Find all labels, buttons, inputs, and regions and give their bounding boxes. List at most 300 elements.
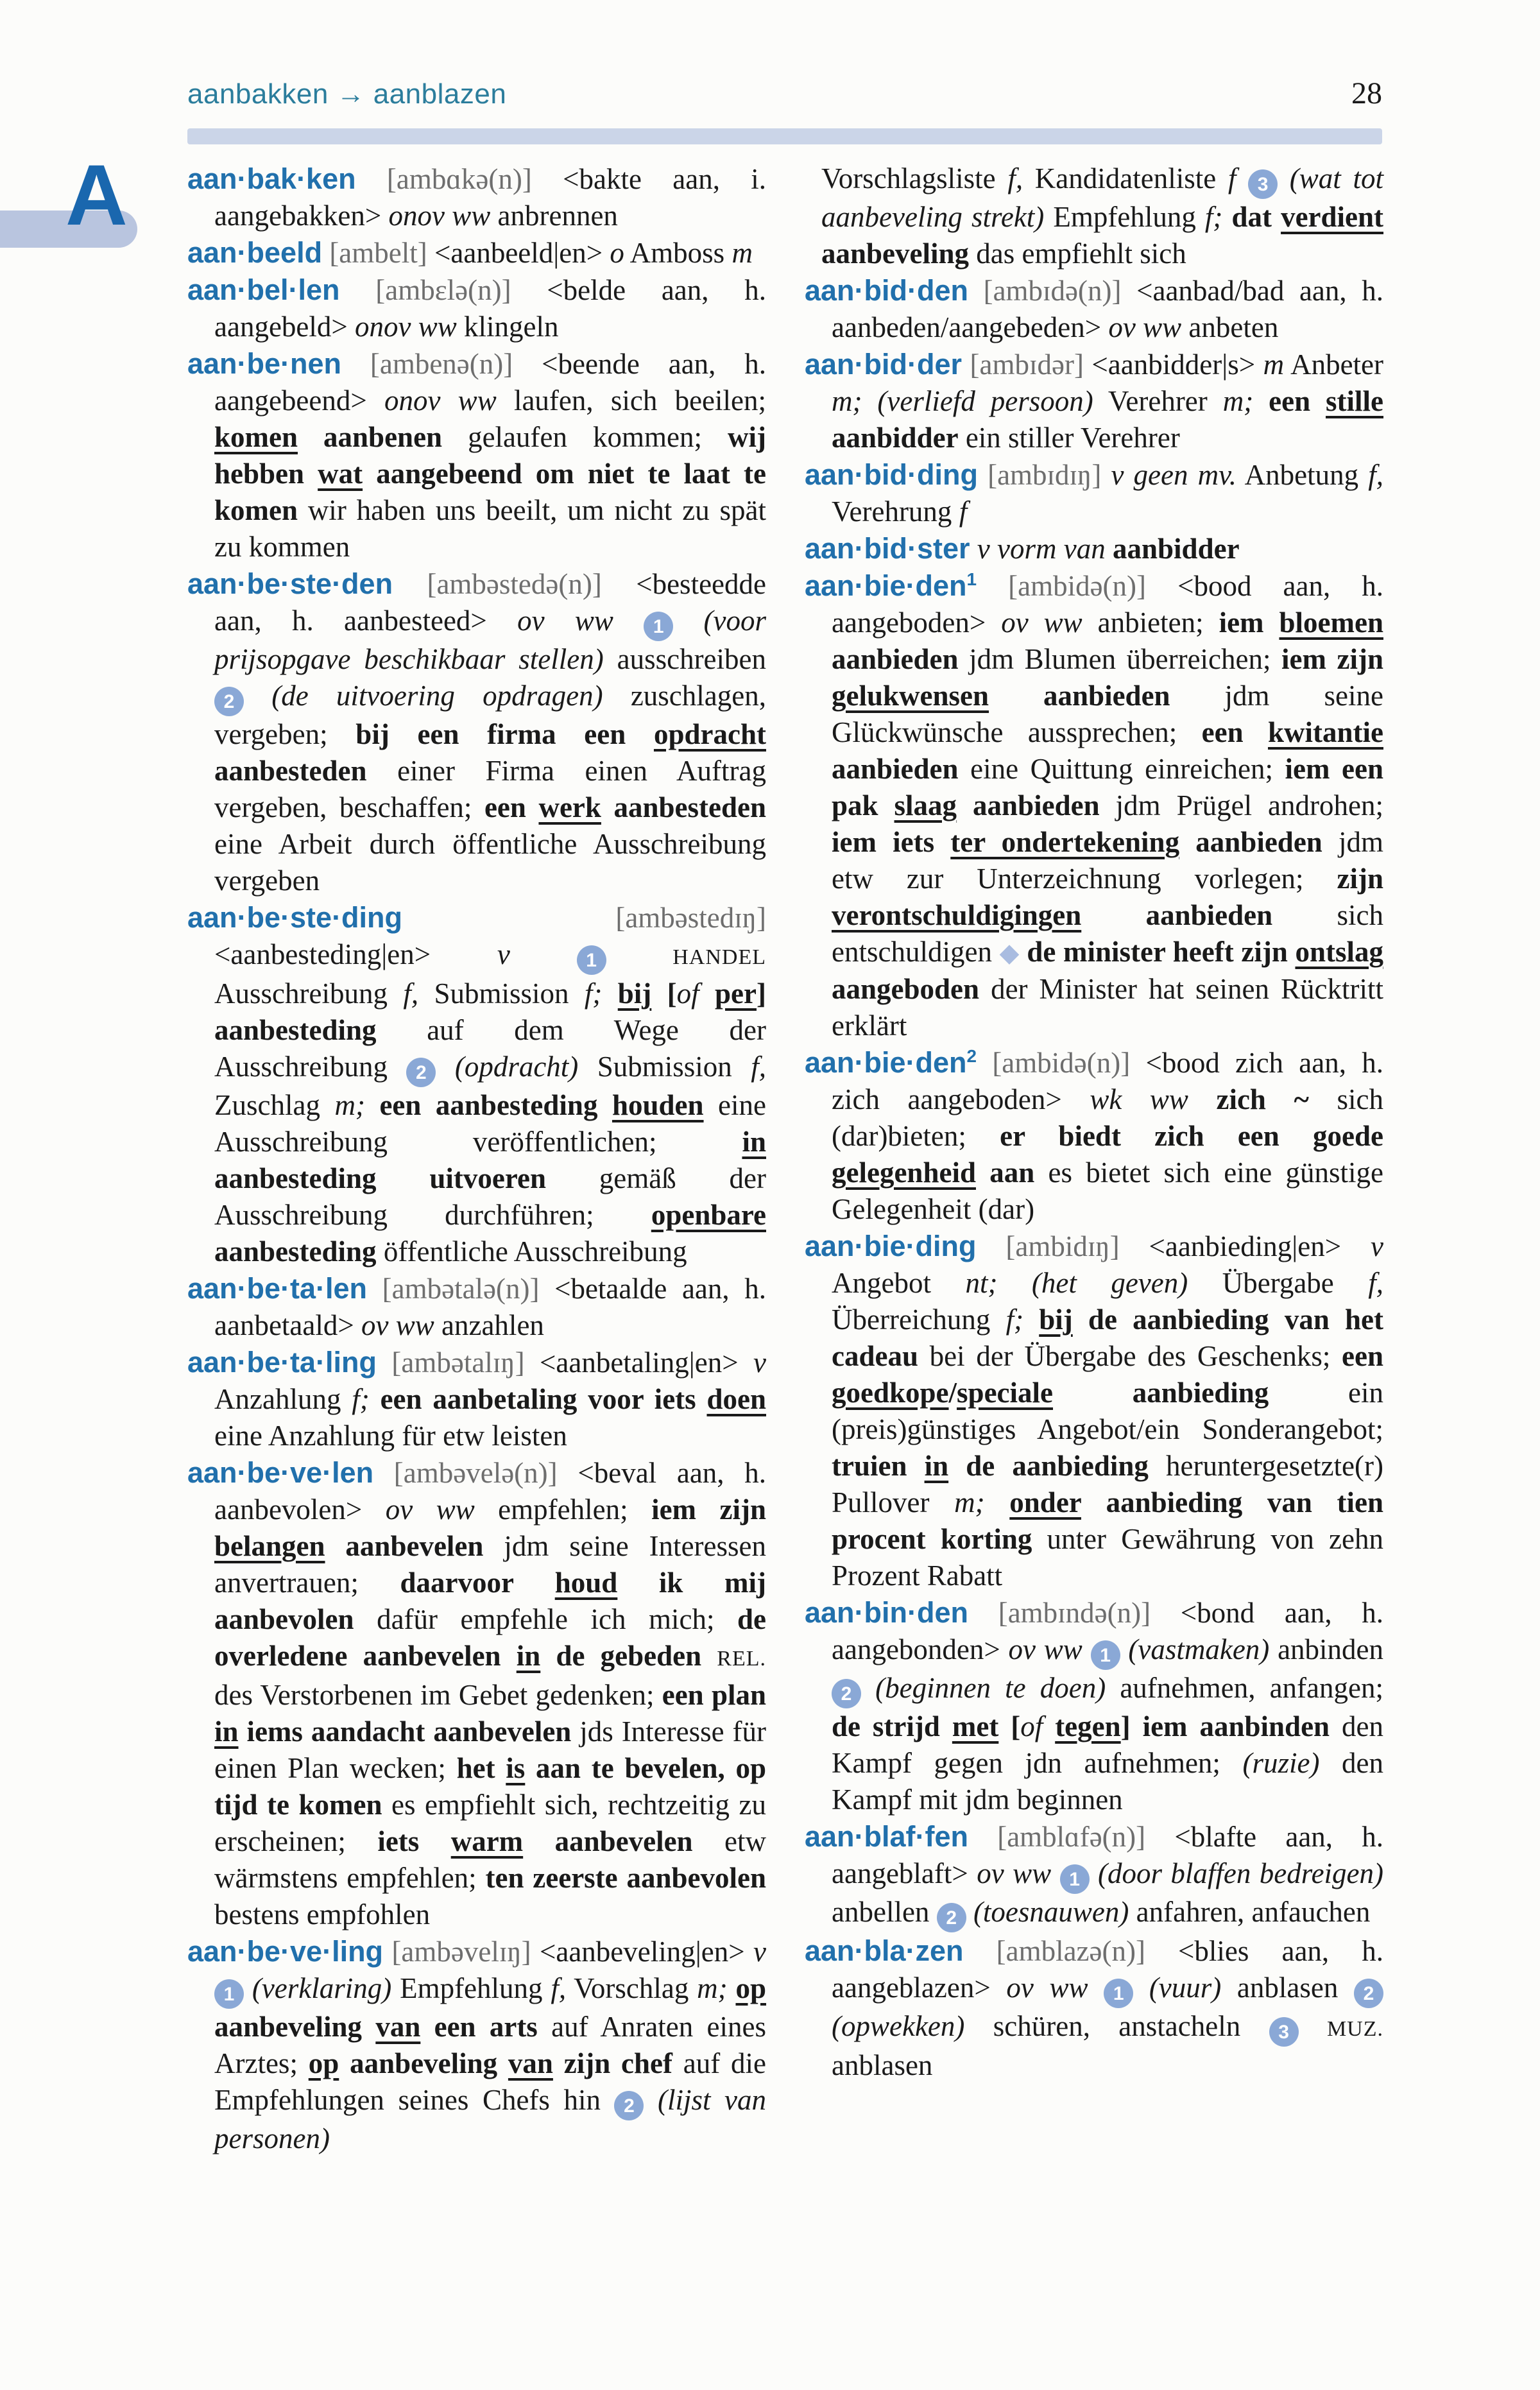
- phonetic-transcription: [ambəstedɪŋ]: [615, 902, 766, 934]
- domain-label: HANDEL: [672, 945, 767, 969]
- example-phrase: een: [1342, 1340, 1383, 1372]
- body-text: [1023, 1303, 1039, 1336]
- body-text: [977, 1230, 1006, 1262]
- italic-text: wk ww: [1090, 1083, 1188, 1115]
- body-text: [862, 385, 877, 417]
- page-number: 28: [1351, 76, 1382, 110]
- body-text: <blafte aan, h. aangeblaft>: [832, 1821, 1383, 1889]
- headword: aan·bin·den: [805, 1596, 968, 1629]
- example-phrase: [: [998, 1710, 1021, 1742]
- body-text: <besteedde aan, h. aanbesteed>: [214, 568, 766, 637]
- example-phrase-underlined: kwitantie: [1268, 716, 1383, 748]
- body-text: <bakte aan, i. aangebakken>: [214, 163, 766, 232]
- body-text: [356, 163, 387, 195]
- example-phrase-underlined: slaag: [894, 789, 957, 821]
- body-text: [964, 1935, 997, 1967]
- example-phrase-underlined: is: [506, 1752, 526, 1784]
- dictionary-entry: [187, 1454, 766, 1933]
- headword-superscript: 2: [966, 1046, 977, 1066]
- sense-number-icon: 2: [832, 1679, 861, 1708]
- headword: aan·beeld: [187, 236, 323, 269]
- italic-text: onov ww: [388, 200, 491, 232]
- dictionary-entry: [187, 160, 766, 234]
- sense-number-icon: 3: [1269, 2017, 1299, 2047]
- italic-text: ov ww: [385, 1493, 475, 1526]
- example-phrase-underlined: tegen: [1055, 1710, 1121, 1742]
- body-text: [968, 275, 984, 307]
- example-phrase: dat: [1231, 201, 1281, 233]
- dictionary-entry: [187, 234, 766, 271]
- headword: aan·be·ste·ding: [187, 901, 403, 934]
- body-text: bei der Übergabe des Geschenks;: [918, 1340, 1342, 1372]
- body-text: [377, 1346, 391, 1379]
- body-text: es bietet sich eine günstige Gelegenheit (dar): [832, 1156, 1383, 1225]
- example-phrase: aanbieden: [832, 753, 959, 785]
- example-phrase: aanbesteding: [214, 1235, 377, 1268]
- example-phrase: de aanbieding van het cadeau: [832, 1303, 1384, 1372]
- example-phrase-underlined: in: [516, 1640, 541, 1672]
- example-phrase: /: [948, 1377, 957, 1409]
- example-phrase-underlined: op: [735, 1972, 767, 2004]
- italic-text: m;: [832, 385, 862, 417]
- example-phrase: een plan: [662, 1679, 766, 1711]
- example-phrase: aanbesteden: [214, 755, 367, 787]
- body-text: <aanbad/bad aan, h. aanbeden/aangebeden>: [832, 275, 1383, 343]
- italic-text: onov ww: [384, 384, 497, 417]
- body-text: Übergabe: [1188, 1267, 1369, 1299]
- italic-text: (lijst van personen): [214, 2084, 767, 2154]
- body-text: jdm etw zur Unterzeichnung vorlegen;: [832, 826, 1384, 895]
- example-phrase: een arts: [420, 2011, 538, 2043]
- italic-text: nt;: [965, 1267, 998, 1299]
- phonetic-transcription: [ambenə(n)]: [370, 348, 513, 380]
- example-phrase: daarvoor: [400, 1567, 555, 1599]
- example-phrase-underlined: ter ondertekening: [950, 826, 1180, 858]
- body-text: anzahlen: [434, 1309, 544, 1341]
- italic-text: ov ww: [1008, 1633, 1082, 1665]
- body-text: [644, 2084, 658, 2116]
- phonetic-transcription: [ambəvelɪŋ]: [391, 1936, 531, 1968]
- example-phrase: aanbesteden: [601, 791, 766, 823]
- italic-text: f: [1228, 162, 1236, 194]
- body-text: des Verstorbenen im Gebet gedenken;: [214, 1679, 662, 1711]
- italic-text: f,: [403, 977, 419, 1010]
- italic-text: (de uitvoering opdragen): [271, 680, 603, 712]
- dictionary-entry: [187, 345, 766, 565]
- body-text: anbeten: [1181, 311, 1279, 343]
- body-text: [978, 459, 988, 491]
- example-phrase: ten zeerste aanbevolen: [485, 1862, 766, 1894]
- italic-text: (beginnen te doen): [875, 1672, 1106, 1704]
- italic-text: m;: [954, 1486, 985, 1518]
- headword: aan·bel·len: [187, 273, 340, 306]
- example-phrase-underlined: verontschuldigingen: [832, 899, 1082, 931]
- italic-text: (verklaring): [252, 1972, 392, 2004]
- body-text: einer Firma einen Auftrag vergeben, beschaffen;: [214, 755, 766, 823]
- example-phrase-underlined: verdient: [1281, 201, 1384, 233]
- body-text: <aanbeveling|en>: [531, 1936, 754, 1968]
- example-phrase: de aanbieding: [948, 1450, 1149, 1482]
- body-text: [365, 1089, 380, 1121]
- phonetic-transcription: [ambidə(n)]: [1008, 570, 1147, 602]
- dictionary-entry: [805, 456, 1383, 530]
- body-text: [383, 1936, 391, 1968]
- example-phrase: aanbieding: [1053, 1377, 1269, 1409]
- italic-text: f,: [751, 1051, 766, 1083]
- body-text: aufnehmen, anfangen;: [1106, 1672, 1383, 1704]
- italic-text: m: [1263, 348, 1285, 381]
- sense-number-icon: 2: [214, 687, 244, 716]
- body-text: [393, 568, 427, 600]
- body-text: [701, 1640, 717, 1672]
- body-text: [244, 680, 271, 712]
- example-phrase-underlined: doen: [706, 1383, 766, 1415]
- body-text: empfehlen;: [474, 1493, 652, 1526]
- body-text: Amboss: [624, 237, 732, 269]
- body-text: [373, 1457, 394, 1489]
- body-text: [1278, 162, 1290, 194]
- example-phrase: een: [1269, 385, 1326, 417]
- body-text: unter Gewährung von zehn Prozent Rabatt: [832, 1523, 1383, 1592]
- headword: aan·be·ve·ling: [187, 1935, 384, 1968]
- example-phrase-underlined: onder: [1009, 1486, 1081, 1518]
- headword: aan·bid·der: [805, 348, 963, 381]
- example-phrase-underlined: stille: [1326, 385, 1384, 417]
- body-text: [1222, 201, 1231, 233]
- example-phrase-underlined: in: [742, 1126, 766, 1158]
- italic-text: (opwekken): [832, 2010, 965, 2042]
- example-phrase-underlined: gelukwensen: [832, 680, 989, 712]
- example-phrase: aanbieden: [1081, 899, 1273, 931]
- example-phrase: aanbeveling: [821, 237, 970, 270]
- body-text: anbieten;: [1082, 606, 1219, 639]
- example-phrase: aanbidder: [1112, 533, 1240, 565]
- body-text: anbrennen: [490, 200, 618, 232]
- body-text: ein stiller Verehrer: [958, 422, 1180, 454]
- body-text: dafür empfehle ich mich;: [354, 1603, 737, 1635]
- body-text: jdm seine Interessen anvertrauen;: [214, 1530, 766, 1599]
- example-phrase: aan te bevelen, op tijd te komen: [214, 1752, 766, 1821]
- body-text: es empfiehlt sich, rechtzeitig zu erscheinen;: [214, 1789, 766, 1857]
- dictionary-entry: [187, 899, 766, 1270]
- body-text: [1253, 385, 1269, 417]
- dictionary-entry: [805, 1044, 1383, 1228]
- italic-text: (vastmaken): [1128, 1633, 1270, 1665]
- dictionary-columns: [187, 160, 1384, 2157]
- body-text: Ausschreibung: [214, 977, 404, 1010]
- dictionary-entry: [805, 1594, 1383, 1818]
- body-text: jdm Prügel androhen;: [1099, 789, 1383, 821]
- body-text: [1120, 1633, 1129, 1665]
- body-text: Vorschlag: [566, 1972, 697, 2004]
- example-phrase: iets: [377, 1825, 451, 1857]
- italic-text: ov ww: [517, 605, 613, 637]
- italic-text: ov ww: [1108, 311, 1182, 343]
- body-text: jdm seine Glückwünsche aussprechen;: [832, 680, 1383, 748]
- body-text: <aanbidder|s>: [1083, 348, 1263, 381]
- example-phrase-underlined: openbare: [651, 1199, 766, 1231]
- body-text: [962, 348, 970, 381]
- example-phrase: iem zijn: [1281, 643, 1384, 675]
- italic-text: ov ww: [1006, 1972, 1088, 2004]
- example-phrase: bij een firma een: [355, 718, 654, 750]
- entry-continuation: [805, 160, 1383, 272]
- body-text: [606, 938, 673, 970]
- dictionary-entry: [805, 1932, 1383, 2084]
- example-phrase-underlined: werk: [538, 791, 601, 823]
- example-phrase: aanbieden: [1179, 826, 1322, 858]
- italic-text: o: [610, 237, 624, 269]
- example-phrase-underlined: bij: [1039, 1303, 1073, 1336]
- italic-text: m: [732, 237, 753, 269]
- italic-text: f,: [551, 1972, 567, 2004]
- phonetic-transcription: [ambəvelə(n)]: [393, 1457, 558, 1489]
- italic-text: (vuur): [1149, 1972, 1222, 2004]
- body-text: [244, 1972, 252, 2004]
- body-text: eine Arbeit durch öffentliche Ausschreibung vergeben: [214, 828, 766, 897]
- headword: aan·be·ta·ling: [187, 1346, 377, 1379]
- example-phrase: aanbieden: [989, 680, 1170, 712]
- example-phrase: aanbieden: [832, 643, 959, 675]
- italic-text: m;: [334, 1089, 365, 1121]
- dictionary-entry: [805, 1818, 1383, 1932]
- body-text: ausschreiben: [603, 643, 766, 675]
- body-text: [966, 1896, 973, 1928]
- body-text: <belde aan, h. aangebeld>: [214, 274, 766, 343]
- body-text: sich (dar)bieten;: [832, 1083, 1383, 1152]
- body-text: anfahren, anfauchen: [1129, 1896, 1371, 1928]
- body-text: [402, 902, 615, 934]
- example-phrase: aanbeveling: [214, 2011, 376, 2043]
- example-phrase: [1043, 1710, 1055, 1742]
- italic-text: (het geven): [1031, 1267, 1188, 1299]
- page-header: [187, 76, 1382, 111]
- italic-text: of: [1020, 1710, 1043, 1742]
- body-text: [367, 1273, 382, 1305]
- body-text: <beval aan, h. aanbevolen>: [214, 1457, 766, 1526]
- headword: aan·be·ve·len: [187, 1456, 374, 1489]
- example-phrase-underlined: opdracht: [653, 718, 766, 750]
- phonetic-transcription: [ambidə(n)]: [992, 1047, 1131, 1079]
- headword: aan·be·ste·den: [187, 567, 393, 600]
- body-text: [510, 938, 577, 970]
- body-text: [673, 605, 703, 637]
- example-phrase: iems aandacht aanbevelen: [238, 1715, 572, 1748]
- example-phrase-underlined: in: [214, 1715, 239, 1748]
- italic-text: v: [1371, 1230, 1383, 1262]
- body-text: Angebot: [832, 1267, 966, 1299]
- headword: aan·bid·den: [805, 274, 968, 307]
- body-text: zuschlagen, vergeben;: [214, 680, 766, 750]
- italic-text: ov ww: [361, 1309, 434, 1341]
- body-text: laufen, sich beeilen;: [496, 384, 766, 417]
- example-phrase: [699, 977, 715, 1010]
- body-text: [728, 1972, 736, 2004]
- example-phrase: aanbieden: [957, 789, 1100, 821]
- body-text: [370, 1383, 381, 1415]
- headword: aan·bla·zen: [805, 1934, 964, 1967]
- sense-number-icon: 1: [1091, 1640, 1120, 1670]
- example-phrase-underlined: bij: [617, 977, 652, 1010]
- italic-text: onov ww: [355, 311, 457, 343]
- body-text: eine Quittung einreichen;: [958, 753, 1285, 785]
- body-text: heruntergesetzte(r) Pullover: [832, 1450, 1383, 1518]
- body-text: Kandidatenliste: [1023, 162, 1228, 194]
- phonetic-transcription: [ambɪndə(n)]: [998, 1597, 1151, 1629]
- right-column: [805, 160, 1383, 2157]
- phonetic-transcription: [ambɪdər]: [970, 348, 1084, 381]
- phonetic-transcription: [ambidɪŋ]: [1005, 1230, 1120, 1262]
- body-text: [977, 1047, 992, 1079]
- example-phrase: aanbieding van tien procent korting: [832, 1486, 1384, 1555]
- headword-superscript: 1: [966, 569, 977, 589]
- phonetic-transcription: [ambəstedə(n)]: [427, 568, 602, 600]
- phonetic-transcription: [ambɛlə(n)]: [375, 274, 511, 306]
- body-text: [985, 1486, 1010, 1518]
- dictionary-entry: [805, 530, 1383, 567]
- italic-text: f;: [352, 1383, 370, 1415]
- italic-text: v: [753, 1936, 766, 1968]
- example-phrase-underlined: wat: [318, 458, 363, 490]
- body-text: [997, 1267, 1031, 1299]
- body-text: Submission: [578, 1051, 751, 1083]
- example-phrase: een: [484, 791, 539, 823]
- dictionary-entry: [187, 565, 766, 899]
- example-phrase-underlined: speciale: [957, 1377, 1054, 1409]
- italic-text: m;: [697, 1972, 728, 2004]
- example-phrase: de strijd: [832, 1710, 952, 1742]
- headword: aan·bie·den: [805, 569, 967, 602]
- sense-number-icon: 2: [406, 1058, 436, 1087]
- italic-text: f,: [1368, 1267, 1384, 1299]
- sense-number-icon: 2: [1354, 1979, 1383, 2008]
- body-text: ein (preis)günstiges Angebot/ein Sonderangebot;: [832, 1377, 1383, 1445]
- body-text: <bond aan, h. aangebonden>: [832, 1597, 1384, 1665]
- body-text: eine Anzahlung für etw leisten: [214, 1420, 567, 1452]
- example-phrase: iem zijn: [651, 1493, 766, 1526]
- body-text: [1236, 162, 1248, 194]
- body-text: [1020, 936, 1027, 968]
- body-text: [1133, 1972, 1149, 2004]
- dictionary-entry: [805, 1228, 1383, 1594]
- body-text: [1188, 1083, 1217, 1115]
- body-text: [968, 1597, 998, 1629]
- body-text: anblasen: [832, 2049, 933, 2081]
- phonetic-transcription: [ambɪdɪŋ]: [988, 459, 1102, 491]
- body-text: Anbeter: [1284, 348, 1384, 381]
- sense-number-icon: 1: [1104, 1979, 1133, 2008]
- example-phrase-underlined: ontslag: [1295, 936, 1384, 968]
- example-phrase: zijn chef: [552, 2047, 672, 2079]
- headword: aan·blaf·fen: [805, 1820, 969, 1853]
- example-phrase: wij hebben: [214, 421, 766, 490]
- example-phrase: er biedt zich een goede: [1000, 1120, 1383, 1152]
- body-text: Empfehlung: [391, 1972, 551, 2004]
- body-text: den Kampf mit jdm beginnen: [832, 1747, 1383, 1816]
- italic-text: (wat tot aanbeveling strekt): [821, 162, 1383, 233]
- italic-text: f,: [1368, 459, 1383, 491]
- body-text: [861, 1672, 875, 1704]
- body-text: Anzahlung: [214, 1383, 352, 1415]
- domain-label: REL.: [717, 1647, 766, 1671]
- body-text: [970, 533, 977, 565]
- example-phrase: een aanbesteding: [379, 1089, 612, 1121]
- example-phrase: aangebeend om niet te laat te komen: [214, 458, 766, 526]
- example-phrase: aanbevelen: [523, 1825, 693, 1857]
- example-phrase-underlined: houd: [554, 1567, 618, 1599]
- body-text: [977, 570, 1008, 602]
- example-phrase: aanbenen: [298, 421, 443, 453]
- dictionary-entry: [805, 272, 1383, 346]
- example-phrase: ik mij aanbevolen: [214, 1567, 766, 1635]
- body-text: [1088, 1972, 1104, 2004]
- example-phrase: [: [651, 977, 677, 1010]
- body-text: Vorschlagsliste: [821, 162, 1008, 194]
- sense-number-icon: 2: [937, 1903, 966, 1932]
- example-phrase-underlined: van: [508, 2047, 553, 2079]
- example-phrase-underlined: met: [952, 1710, 999, 1742]
- body-text: auf Anraten eines Arztes;: [214, 2011, 766, 2079]
- dictionary-entry: [805, 346, 1383, 456]
- example-phrase: de minister heeft zijn: [1027, 936, 1296, 968]
- body-text: <beende aan, h. aangebeend>: [214, 348, 767, 417]
- sense-number-icon: 1: [644, 612, 673, 641]
- headword: aan·be·ta·len: [187, 1272, 368, 1305]
- italic-text: f;: [1204, 201, 1223, 233]
- body-text: öffentliche Ausschreibung: [376, 1235, 687, 1268]
- example-phrase: ] iem aanbinden: [1120, 1710, 1330, 1742]
- body-text: der Minister hat seinen Rücktritt erklärt: [832, 973, 1383, 1042]
- body-text: <aanbetaling|en>: [524, 1346, 754, 1379]
- italic-text: v geen mv.: [1111, 459, 1236, 491]
- italic-text: f,: [1007, 162, 1023, 194]
- italic-text: v: [497, 938, 510, 970]
- example-phrase: de overledene aanbevelen: [214, 1603, 766, 1672]
- phonetic-transcription: [amblazə(n)]: [996, 1935, 1145, 1967]
- body-text: <aanbieding|en>: [1119, 1230, 1371, 1262]
- italic-text: (ruzie): [1242, 1747, 1320, 1779]
- sense-number-icon: 1: [1060, 1864, 1090, 1894]
- phonetic-transcription: [ambelt]: [329, 237, 427, 269]
- dictionary-entry: [187, 1270, 766, 1344]
- body-text: gelaufen kommen;: [442, 421, 728, 453]
- phonetic-transcription: [ambətalə(n)]: [382, 1273, 540, 1305]
- body-text: auf die Empfehlungen seines Chefs hin: [214, 2047, 766, 2116]
- body-text: [322, 237, 329, 269]
- example-phrase: aangeboden: [832, 973, 980, 1005]
- body-text: anblasen: [1221, 1972, 1354, 2004]
- body-text: wir haben uns beeilt, um nicht zu spät zu kommen: [214, 494, 766, 563]
- body-text: <betaalde aan, h. aanbetaald>: [214, 1273, 766, 1341]
- italic-text: (door blaffen bedreigen): [1097, 1857, 1384, 1889]
- example-phrase: het: [456, 1752, 506, 1784]
- example-phrase-underlined: houden: [612, 1089, 704, 1121]
- phonetic-transcription: [ambɪdə(n)]: [983, 275, 1122, 307]
- body-text: [1051, 1857, 1059, 1889]
- example-phrase: iem een pak: [832, 753, 1383, 821]
- headword: aan·bak·ken: [187, 162, 356, 195]
- body-text: etw wärmstens empfehlen;: [214, 1825, 766, 1894]
- example-phrase: aanbeveling: [339, 2047, 508, 2079]
- body-text: [613, 605, 644, 637]
- body-text: [340, 274, 376, 306]
- left-column: [187, 160, 766, 2157]
- example-phrase: zich ~: [1216, 1083, 1309, 1115]
- example-phrase-underlined: komen: [214, 421, 298, 453]
- headword: aan·be·nen: [187, 347, 342, 380]
- italic-text: f: [959, 495, 968, 528]
- example-phrase-underlined: per: [715, 977, 757, 1010]
